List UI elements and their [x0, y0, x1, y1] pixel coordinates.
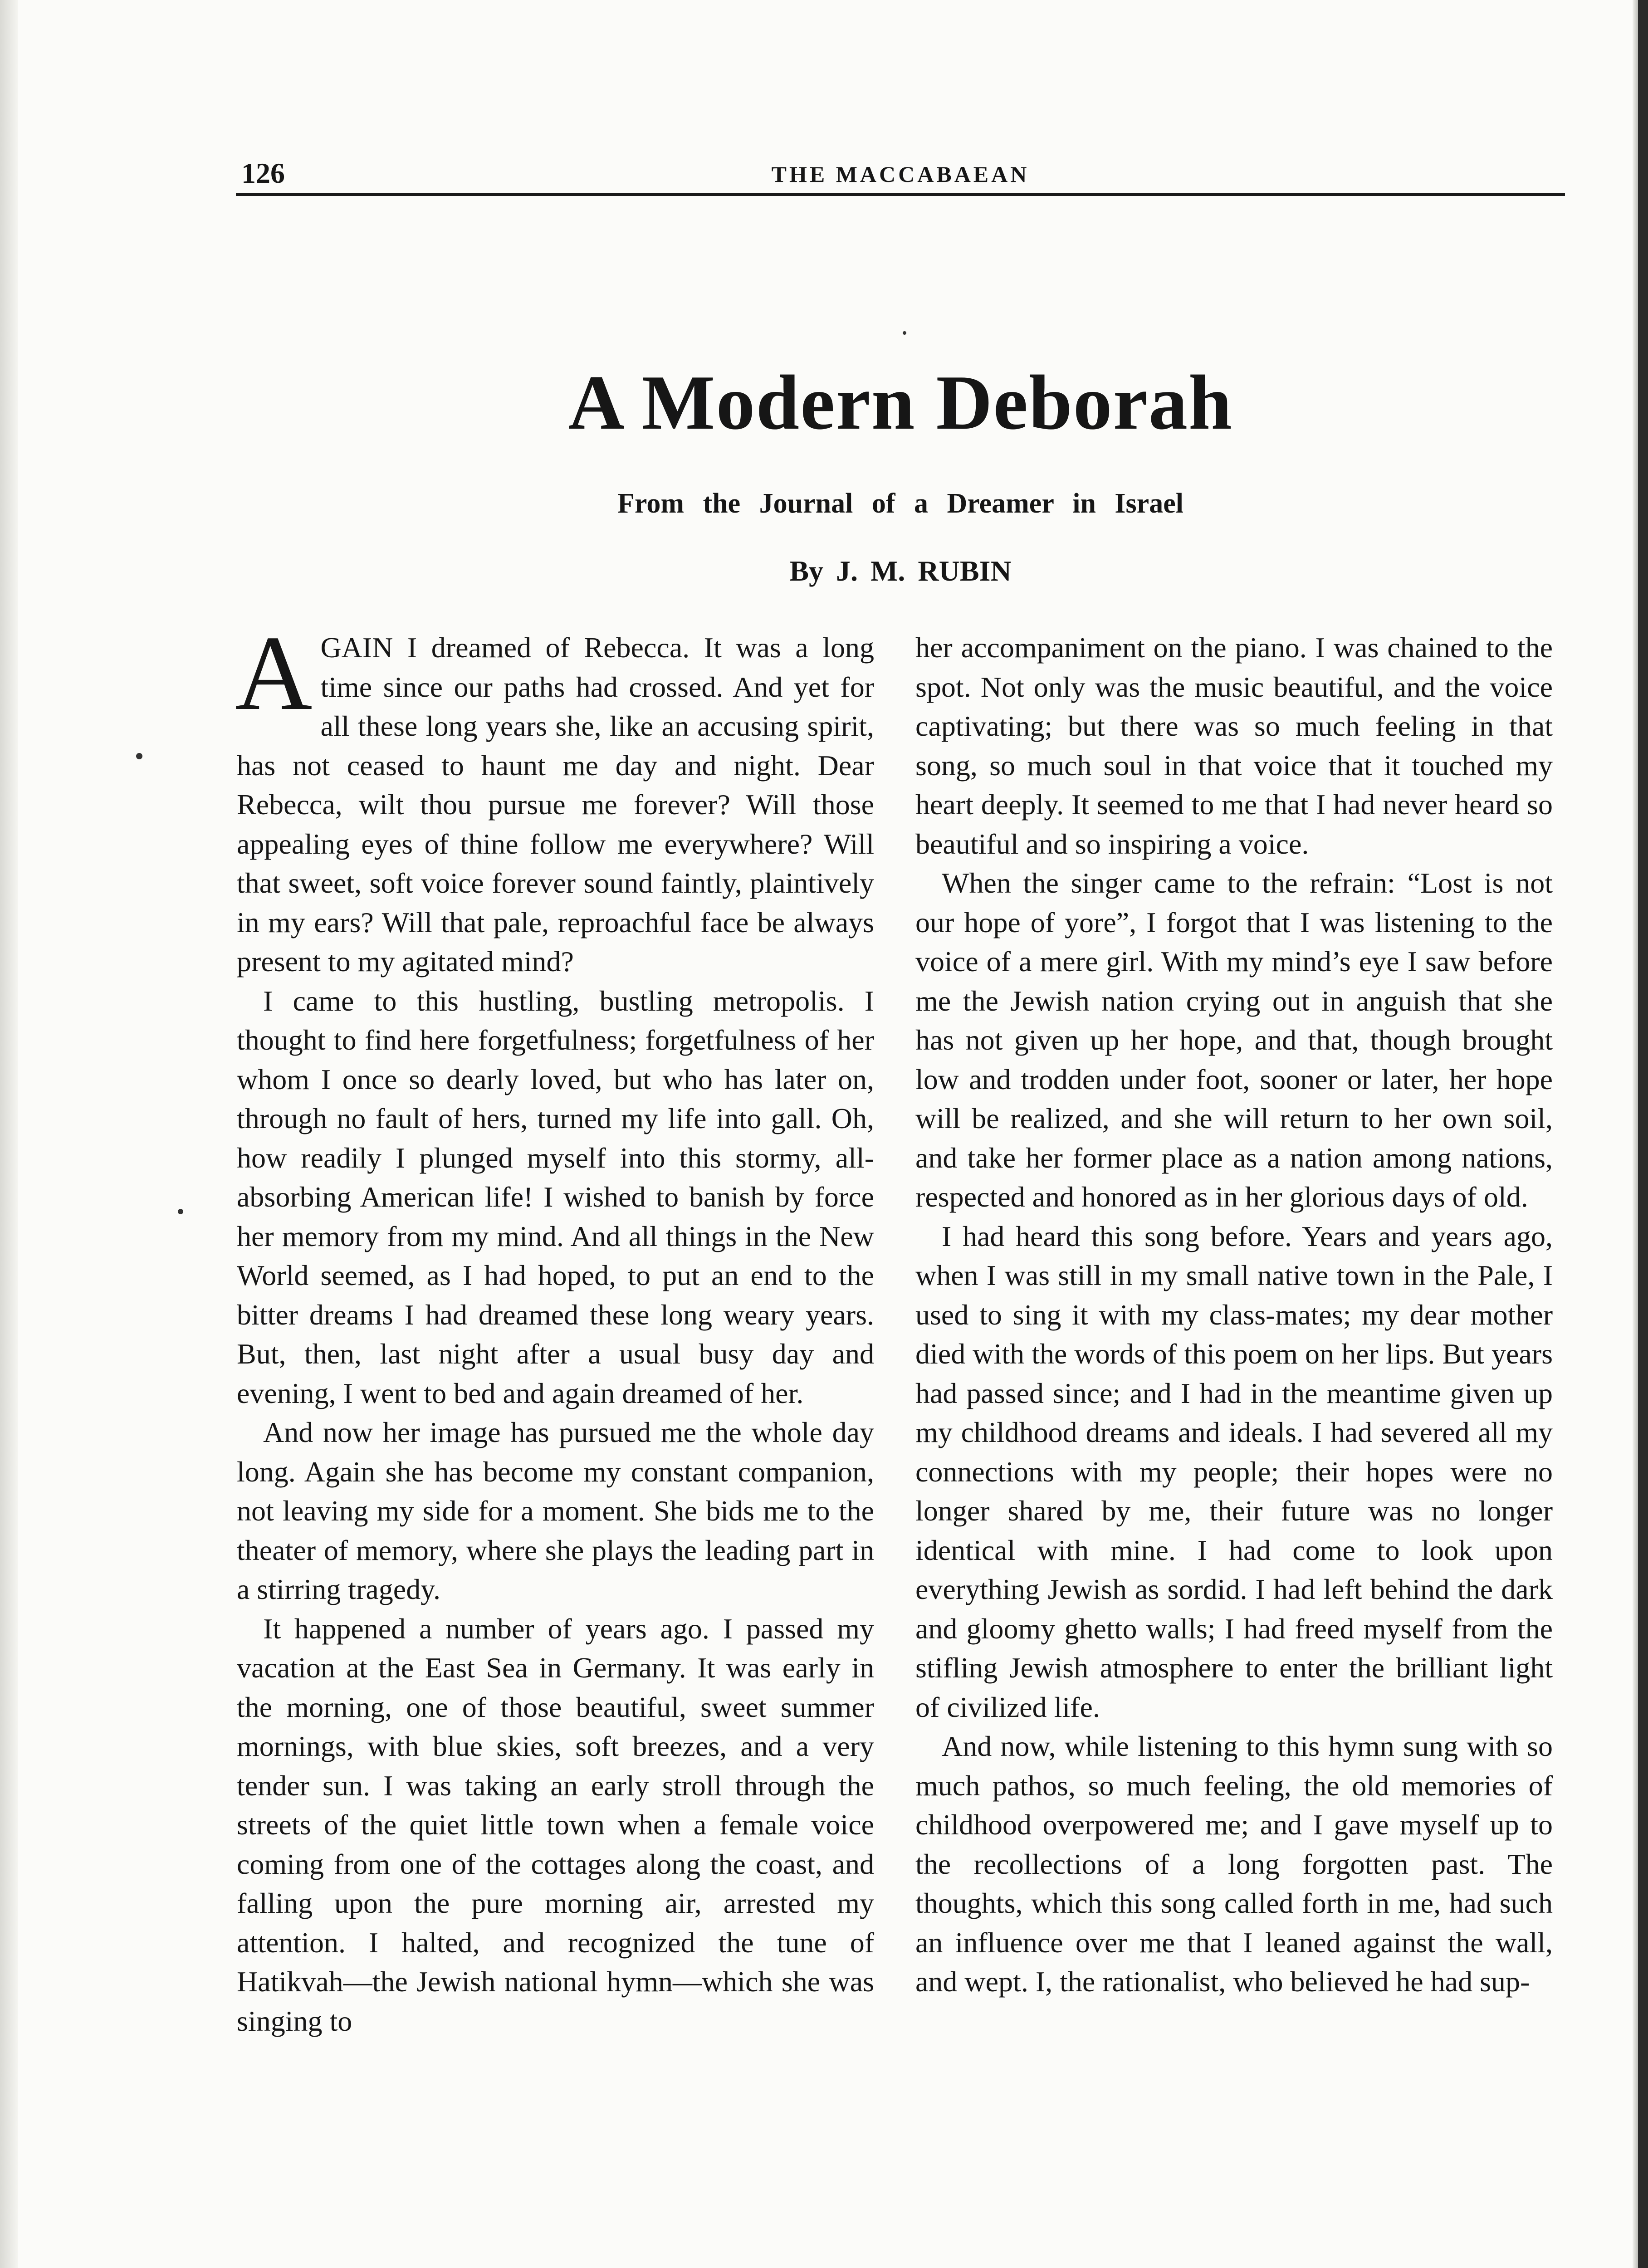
text-column-right: [915, 628, 1553, 2002]
paragraph: It happened a number of years ago. I passed my vacation at the East Sea in Germany. It was early in the morning, one of those beautiful, sweet summer mornings, with blue skies, soft breezes, and a very tender sun. I was taking an early stroll through the streets of the quiet little town when a female voice coming from one of the cottages along the coast, and falling upon the pure morning air, arrested my attention. I halted, and recognized the tune of Hatikvah—the Jewish national hymn—which she was singing to: [237, 1612, 874, 2037]
scan-speck: [178, 1209, 183, 1214]
scan-speck: [136, 753, 142, 759]
scan-speck: [903, 331, 906, 335]
paragraph: When the singer came to the refrain: “Lost is not our hope of yore”, I forgot that I was listening to the voice of a mere girl. With my mind’s eye I saw before me the Jewish nation crying out in anguish that she has not given up her hope, and that, though brought low and trodden under foot, sooner or later, her hope will be realized, and she will return to her own soil, and take her former place as a nation among nations, respected and honored as in her glorious days of old.: [915, 867, 1553, 1213]
article-subtitle: From the Journal of a Dreamer in Israel: [617, 488, 1183, 519]
paragraph: And now, while listening to this hymn sung with so much pathos, so much feeling, the old memories of childhood overpowered me; and I gave myself up to the recollections of a long forgotten past. The thoughts, which this song called forth in me, had such an influence over me that I leaned against the wall, and wept. I, the rationalist, who believed he had sup-: [915, 1730, 1553, 1998]
scan-left-edge: [0, 0, 18, 2268]
article-title: A Modern Deborah: [568, 360, 1233, 446]
paragraph: I had heard this song before. Years and years ago, when I was still in my small native town in the Pale, I used to sing it with my class-mates; my dear mother died with the words of this poem on her lips. But years had passed since; and I had in the meantime given up my childhood dreams and ideals. I had severed all my connections with my people; their hopes were no longer shared by me, their future was no longer identical with mine. I had come to look upon everything Jewish as sordid. I had left behind the dark and gloomy ghetto walls; I had freed myself from the stifling Jewish atmosphere to enter the brilliant light of civilized life.: [915, 1220, 1553, 1723]
paragraph: I came to this hustling, bustling metropolis. I thought to find here forgetfulness; forgetfulness of her whom I once so dearly loved, but who has later on, through no fault of hers, turned my life into gall. Oh, how readily I plunged myself into this stormy, all-absorbing American life! I wished to banish by force her memory from my mind. And all things in the New World seemed, as I had hoped, to put an end to the bitter dreams I had dreamed these long weary years. But, then, last night after a usual busy day and evening, I went to bed and again dreamed of her.: [237, 984, 874, 1409]
scan-right-edge-shade: [1633, 0, 1638, 2268]
text-column-left: [235, 614, 874, 2041]
drop-cap: A: [235, 614, 313, 733]
scan-right-edge: [1638, 0, 1648, 2268]
running-head: THE MACCABAEAN: [771, 161, 1030, 187]
paragraph: And now her image has pursued me the whole day long. Again she has become my constant companion, not leaving my side for a moment. She bids me to the theater of memory, where she plays the leading part in a stirring tragedy.: [237, 1416, 874, 1605]
article-byline: By J. M. RUBIN: [789, 555, 1012, 587]
page-header: [236, 156, 1565, 196]
paragraph-text: GAIN I dreamed of Rebecca. It was a long time since our paths had crossed. And yet for all these long years she, like an accusing spirit, has not ceased to haunt me day and night. Dear Rebecca, wilt thou pursue me forever? Will those appealing eyes of thine follow me everywhere? Will that sweet, soft voice forever sound faintly, plaintively in my ears? Will that pale, reproachful face be always present to my agitated mind?: [237, 631, 874, 978]
paragraph: her accompaniment on the piano. I was chained to the spot. Not only was the music beautiful, and the voice captivating; but there was so much feeling in that song, so much soul in that voice that it touched my heart deeply. It seemed to me that I had never heard so beautiful and so inspiring a voice.: [915, 631, 1553, 860]
page-number: 126: [241, 157, 285, 189]
paragraph: [235, 614, 874, 982]
